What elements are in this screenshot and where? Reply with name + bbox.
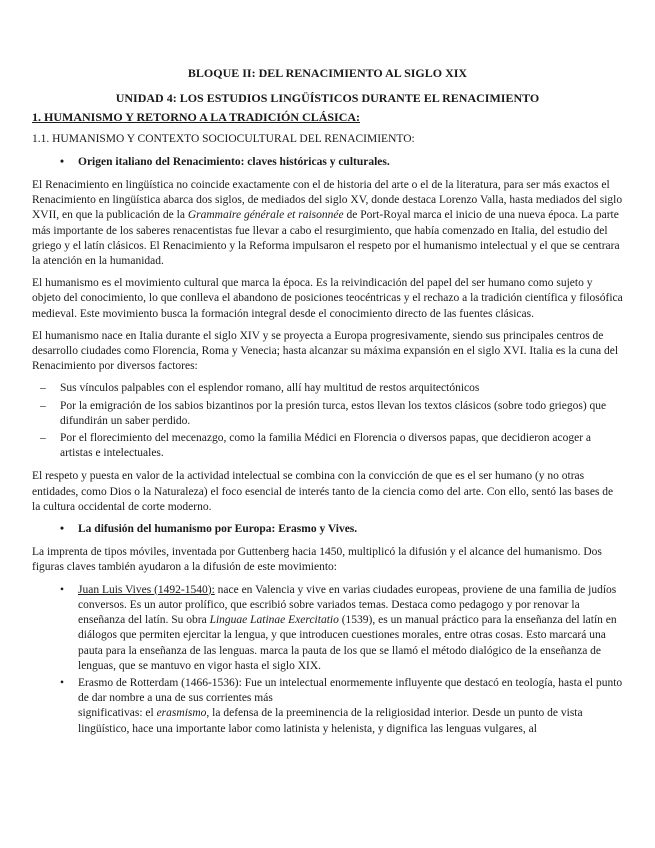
factor-item: – Por el florecimiento del mecenazgo, como la familia Médici en Florencia o diversos papas, que decidieron acoger a artistas e intelectuales. xyxy=(32,431,623,461)
topic-heading-diffusion: • La difusión del humanismo por Europa: Erasmo y Vives. xyxy=(32,522,623,537)
figures-list xyxy=(32,583,623,737)
topic-list-2 xyxy=(32,522,623,537)
erasmo-text-b: significativas: el xyxy=(78,707,157,720)
paragraph-humanism: El humanismo es el movimiento cultural que marca la época. Es la reivindicación del papel del ser humano como sujeto y objeto del conocimiento, lo que conlleva el abandono de posiciones teocéntricas y el rechazo a la tradición científica y filosófica medieval. Este movimiento busca la formación integral desde el conocimiento directo de las fuentes clásicas. xyxy=(32,277,623,320)
paragraph-italy: El humanismo nace en Italia durante el siglo XIV y se proyecta a Europa progresivamente, siendo sus principales centros de desarrollo ciudades como Florencia, Roma y Venecia; hasta alcanzar su máxima expansión en el siglo XVI. Italia es la cuna del Renacimiento por diversos factores: xyxy=(32,329,619,373)
vives-text-b: (1539), es un manual práctico para la enseñanza del latín en diálogos que permiten ejercitar la lengua, y que introducen cuestiones morales, entre otras cosas. Esto marcará una pauta para la enseñanza de las lenguas. marca la pauta de los que se llamó el método dialógico de la enseñanza de lenguas, que se mantuvo en vigor hasta el siglo XIX. xyxy=(78,614,617,672)
paragraph-intellectual: El respeto y puesta en valor de la actividad intelectual se combina con la convicción de que es el ser humano (y no otras entidades, como Dios o la Naturaleza) el foco esencial de interés tanto de la ciencia como del arte. Con ello, sentó las bases de la cultura occidental de corte moderno. xyxy=(32,470,614,513)
paragraph-renaissance-text-a: El Renacimiento en lingüística no coincide exactamente con el de historia del arte o el de la literatura, para ser más exactos el Renacimiento en lingüística abarca dos siglos, de mediados del siglo XV, donde destaca Lorenzo Valla, hasta mediados del siglo XVII, en que la publicación de la xyxy=(32,179,623,222)
grammaire-title: Grammaire générale et raisonnée xyxy=(187,209,344,222)
paragraph-printing: La imprenta de tipos móviles, inventada por Guttenberg hacia 1450, multiplicó la difusión y el alcance del humanismo. Dos figuras claves también ayudaron a la difusión de este movimiento: xyxy=(32,546,602,574)
vives-text-a: nace en Valencia y vive en varias ciudades europeas, proviene de una familia de judíos conversos. Es un autor prolífico, que escribió sobre variados temas. Destaca como pedagogo y por renovar la enseñanza del latín. Su obra xyxy=(78,583,617,627)
unit-title: UNIDAD 4: LOS ESTUDIOS LINGÜÍSTICOS DURANTE EL RENACIMIENTO xyxy=(115,91,540,106)
erasmo-text-c: , la defensa de la preeminencia de la religiosidad interior. Desde un punto de vista lingüístico, hace una importante labor como latinista y helenista, y dignifica las lenguas vulgares, al xyxy=(78,707,583,735)
factor-item: – Por la emigración de los sabios bizantinos por la presión turca, estos llevan los textos clásicos (sobre todo griegos) que difundirán un saber perdido. xyxy=(32,399,623,429)
vives-work-title: Linguae Latinae Exercitatio xyxy=(209,614,339,627)
paragraph-renaissance xyxy=(32,178,623,269)
section-heading: 1. HUMANISMO Y RETORNO A LA TRADICIÓN CLÁSICA: xyxy=(32,110,361,125)
subsection-heading: 1.1. HUMANISMO Y CONTEXTO SOCIOCULTURAL DEL RENACIMIENTO: xyxy=(32,132,415,145)
factors-list xyxy=(32,381,623,461)
block-title: BLOQUE II: DEL RENACIMIENTO AL SIGLO XIX xyxy=(187,66,468,80)
erasmismo-term: erasmismo xyxy=(156,707,207,720)
factor-item: – Sus vínculos palpables con el esplendor romano, allí hay multitud de restos arquitectónicos xyxy=(32,381,623,396)
topic-list-1 xyxy=(32,155,623,170)
figure-erasmo xyxy=(32,676,623,737)
vives-name-link[interactable]: Juan Luis Vives (1492-1540): xyxy=(78,583,215,596)
paragraph-renaissance-text-b: de Port-Royal marca el inicio de una nueva época. La parte más importante de los saberes renacentistas fue llevar a cabo el resurgimiento, que había comenzado en Italia, del estudio del griego y el latín clásicos. El Renacimiento y la Reforma impulsaron el respeto por el humanismo intelectual y el que se centrara la atención en la humanidad. xyxy=(32,209,620,268)
topic-heading-origin: • Origen italiano del Renacimiento: claves históricas y culturales. xyxy=(32,155,623,170)
figure-vives xyxy=(32,583,623,674)
erasmo-text-a: Erasmo de Rotterdam (1466-1536): Fue un intelectual enormemente influyente que destacó en teología, hasta el punto de dar nombre a una de sus corrientes más xyxy=(78,676,623,705)
